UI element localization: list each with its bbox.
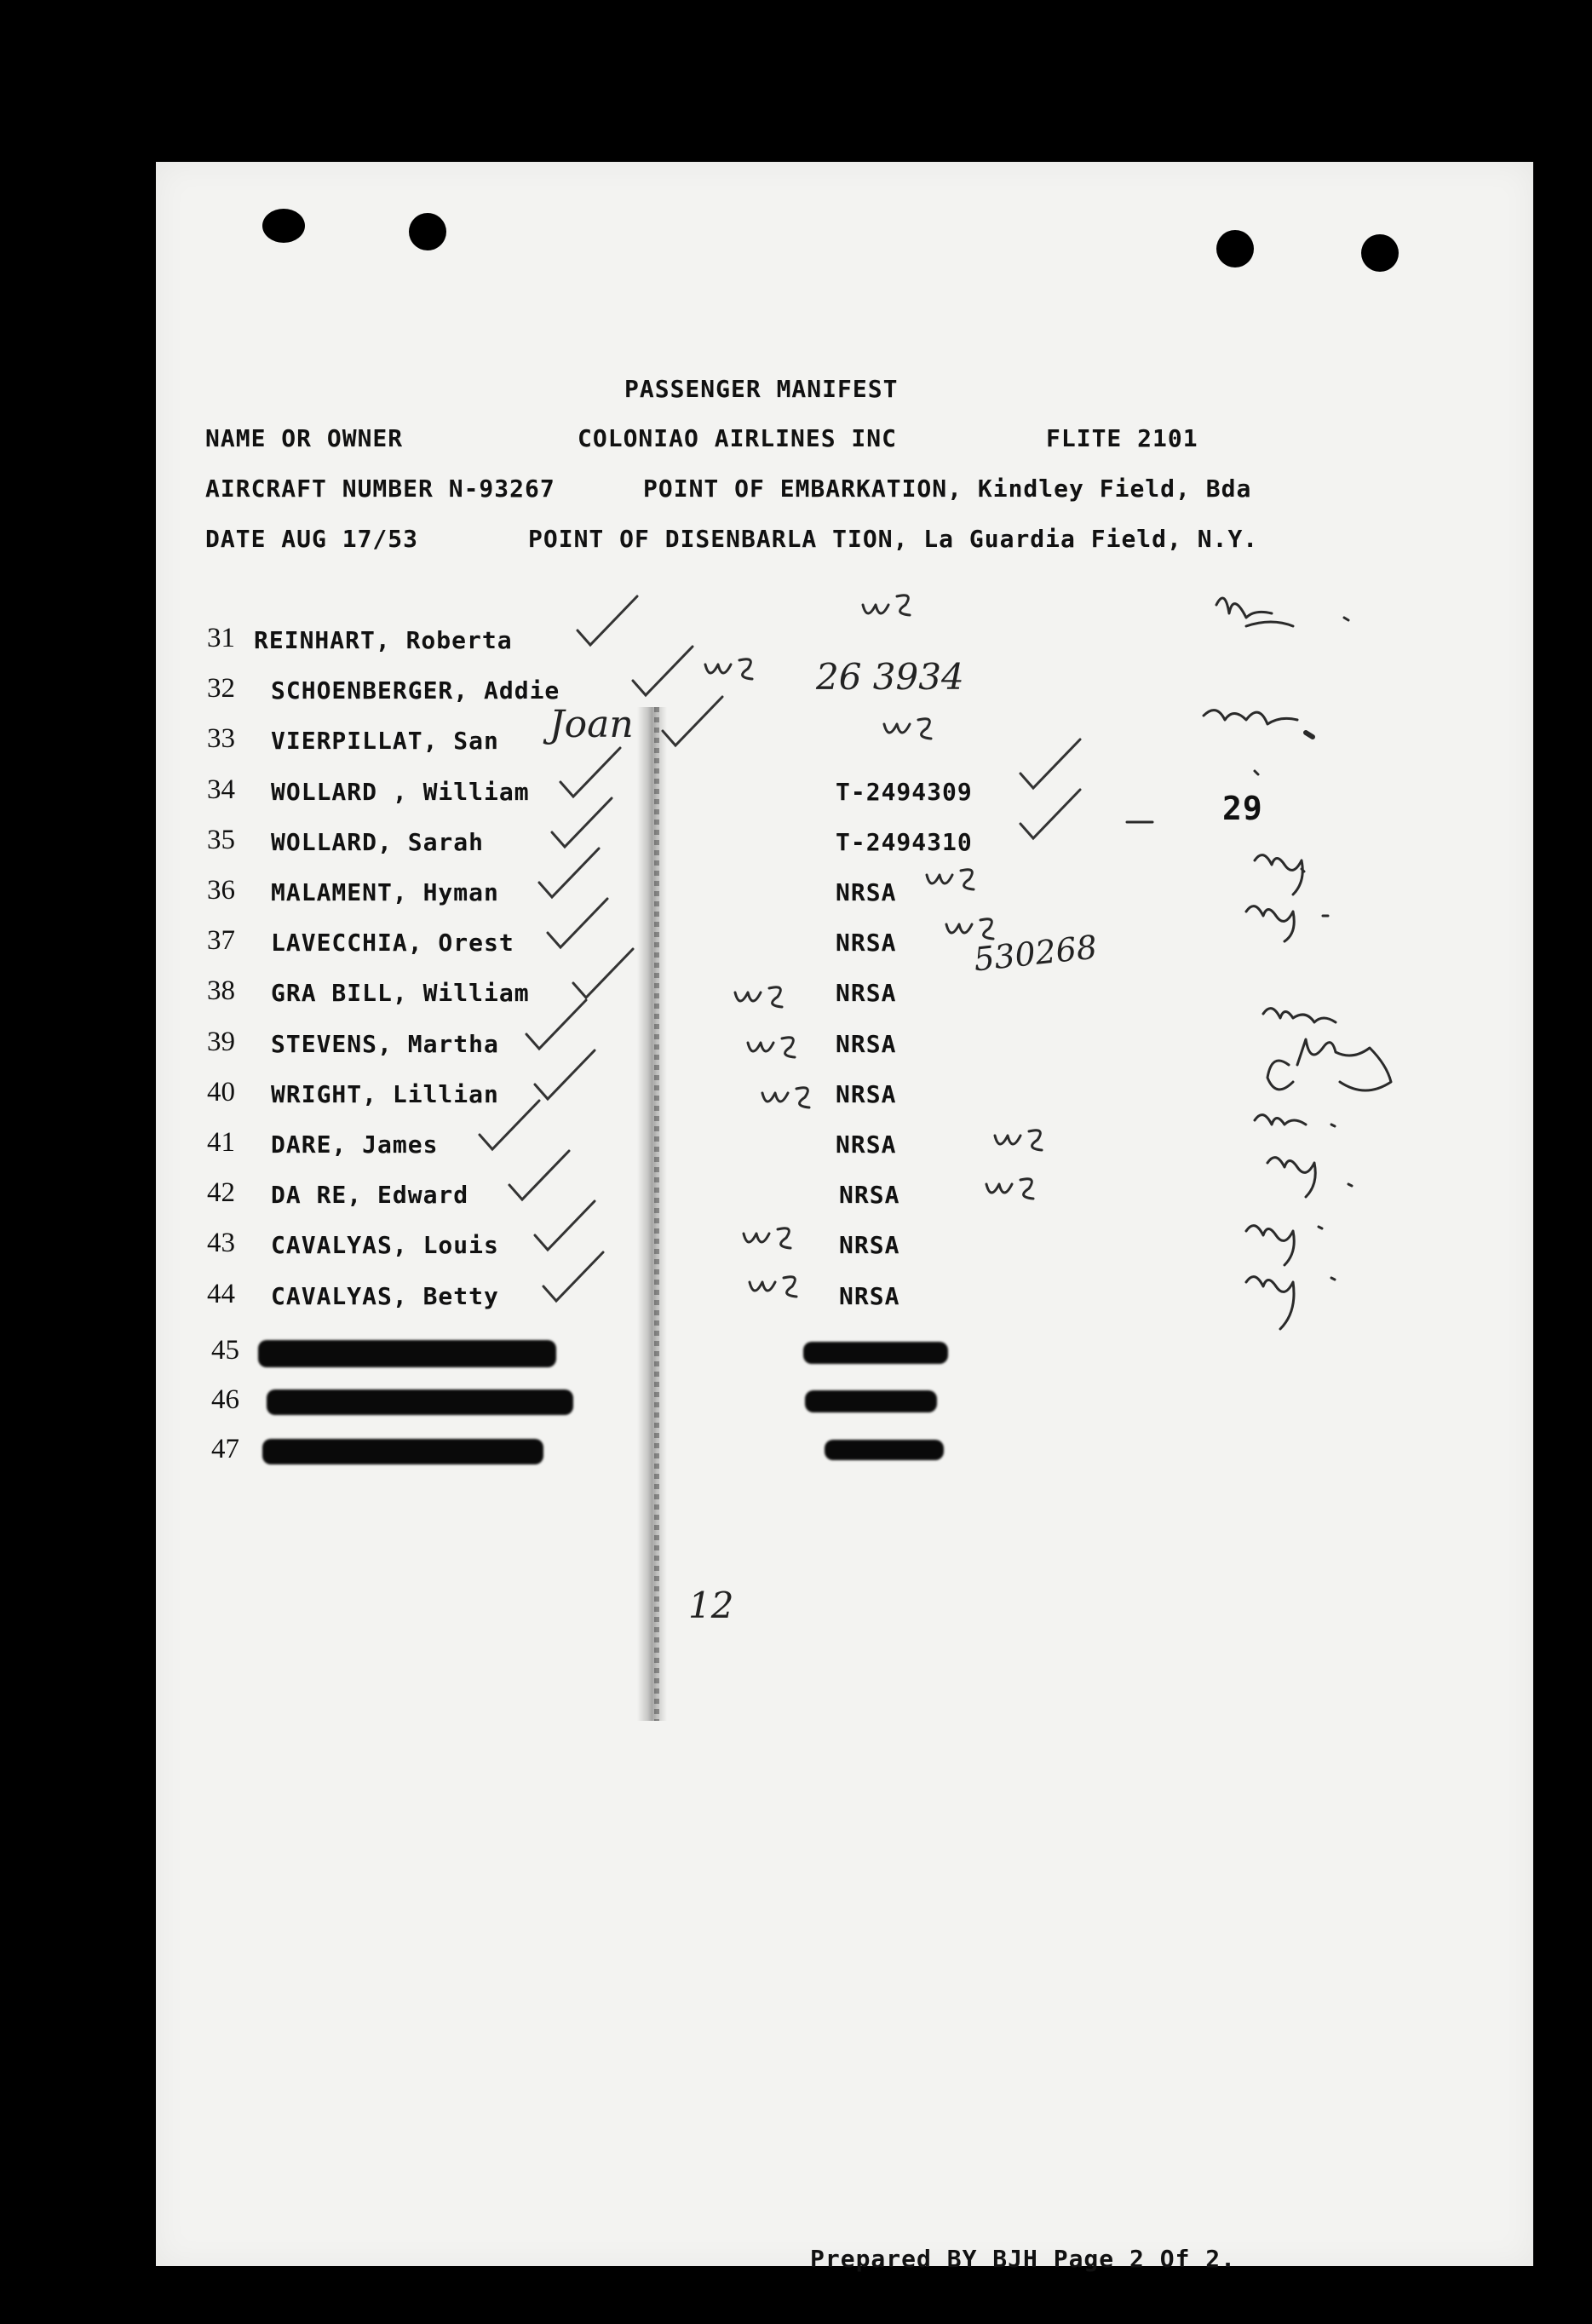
hand-number-2: 530268	[972, 928, 1099, 979]
punch-hole-4	[1361, 234, 1399, 272]
row-number: 43	[207, 1228, 235, 1259]
row-number: 32	[207, 673, 235, 705]
row-number: 42	[207, 1177, 235, 1209]
check-mark-icon	[658, 693, 735, 752]
passenger-document: NRSA	[836, 929, 897, 958]
row-number: 41	[207, 1127, 235, 1158]
manifest-title: PASSENGER MANIFEST	[624, 375, 899, 403]
row-number: 36	[207, 875, 235, 906]
passenger-name: REINHART, Roberta	[254, 626, 513, 654]
row-number: 33	[207, 723, 235, 755]
fold-line	[654, 707, 659, 1721]
passenger-name: WOLLARD , William	[271, 777, 530, 806]
row-number: 44	[207, 1278, 235, 1309]
hand-joan: Joan	[549, 703, 634, 746]
passenger-name: GRA BILL, William	[271, 979, 530, 1008]
row-number: 39	[207, 1026, 235, 1057]
passenger-name: WRIGHT, Lillian	[271, 1079, 499, 1108]
row-number: 40	[207, 1076, 235, 1107]
row-number-45: 45	[211, 1335, 239, 1366]
redaction-bar	[258, 1340, 556, 1367]
passenger-name: MALAMENT, Hyman	[271, 878, 499, 906]
row-number: 35	[207, 824, 235, 855]
redaction-bar	[267, 1389, 573, 1415]
count-29: 29	[1222, 790, 1263, 827]
name-owner-label: NAME OR OWNER	[205, 424, 404, 452]
passenger-document: NRSA	[836, 1130, 897, 1159]
row-number: 31	[207, 623, 235, 653]
embarkation-point: POINT OF EMBARKATION, Kindley Field, Bda	[643, 475, 1252, 503]
passenger-name: VIERPILLAT, San	[271, 727, 499, 756]
fold-shadow	[637, 707, 667, 1721]
airline-name: COLONIAO AIRLINES INC	[578, 424, 898, 452]
disembarkation-point: POINT OF DISENBARLA TION, La Guardia Field, N.Y.	[528, 525, 1259, 553]
passenger-name: DARE, James	[271, 1130, 439, 1159]
redaction-bar	[805, 1390, 937, 1412]
passenger-document: NRSA	[836, 878, 897, 906]
check-mark-icon	[1016, 785, 1093, 845]
row-number: 38	[207, 975, 235, 1007]
passenger-name: CAVALYAS, Betty	[271, 1281, 499, 1310]
punch-hole-2	[409, 213, 446, 250]
passenger-document: NRSA	[839, 1181, 900, 1210]
passenger-name: STEVENS, Martha	[271, 1029, 499, 1058]
punch-hole-1	[262, 209, 305, 243]
footer-prepared-by: Prepared BY BJH Page 2 Of 2.	[810, 2245, 1237, 2273]
passenger-name: LAVECCHIA, Orest	[271, 929, 514, 958]
passenger-name: DA RE, Edward	[271, 1181, 469, 1210]
redaction-bar	[262, 1439, 543, 1464]
manifest-date: DATE AUG 17/53	[205, 525, 419, 553]
passenger-name: SCHOENBERGER, Addie	[271, 676, 560, 705]
passenger-name: WOLLARD, Sarah	[271, 827, 485, 856]
redaction-bar	[803, 1342, 948, 1364]
passenger-document: NRSA	[839, 1231, 900, 1260]
manifest-page	[156, 162, 1533, 2273]
hand-number: 26 3934	[816, 656, 964, 698]
passenger-document: NRSA	[839, 1281, 900, 1310]
row-number: 37	[207, 925, 235, 957]
check-mark-icon	[539, 1248, 616, 1308]
passenger-document: T-2494310	[836, 827, 973, 856]
redaction-bar	[825, 1440, 944, 1460]
flight-number: FLITE 2101	[1046, 424, 1198, 452]
passenger-document: NRSA	[836, 1079, 897, 1108]
hand-total: 12	[688, 1585, 734, 1626]
passenger-document: NRSA	[836, 979, 897, 1008]
aircraft-number: AIRCRAFT NUMBER N-93267	[205, 475, 555, 503]
passenger-document: NRSA	[836, 1029, 897, 1058]
row-number-47: 47	[211, 1434, 239, 1464]
punch-hole-3	[1216, 230, 1254, 267]
passenger-document: T-2494309	[836, 777, 973, 806]
row-number-46: 46	[211, 1384, 239, 1415]
row-number: 34	[207, 774, 235, 805]
passenger-name: CAVALYAS, Louis	[271, 1231, 499, 1260]
